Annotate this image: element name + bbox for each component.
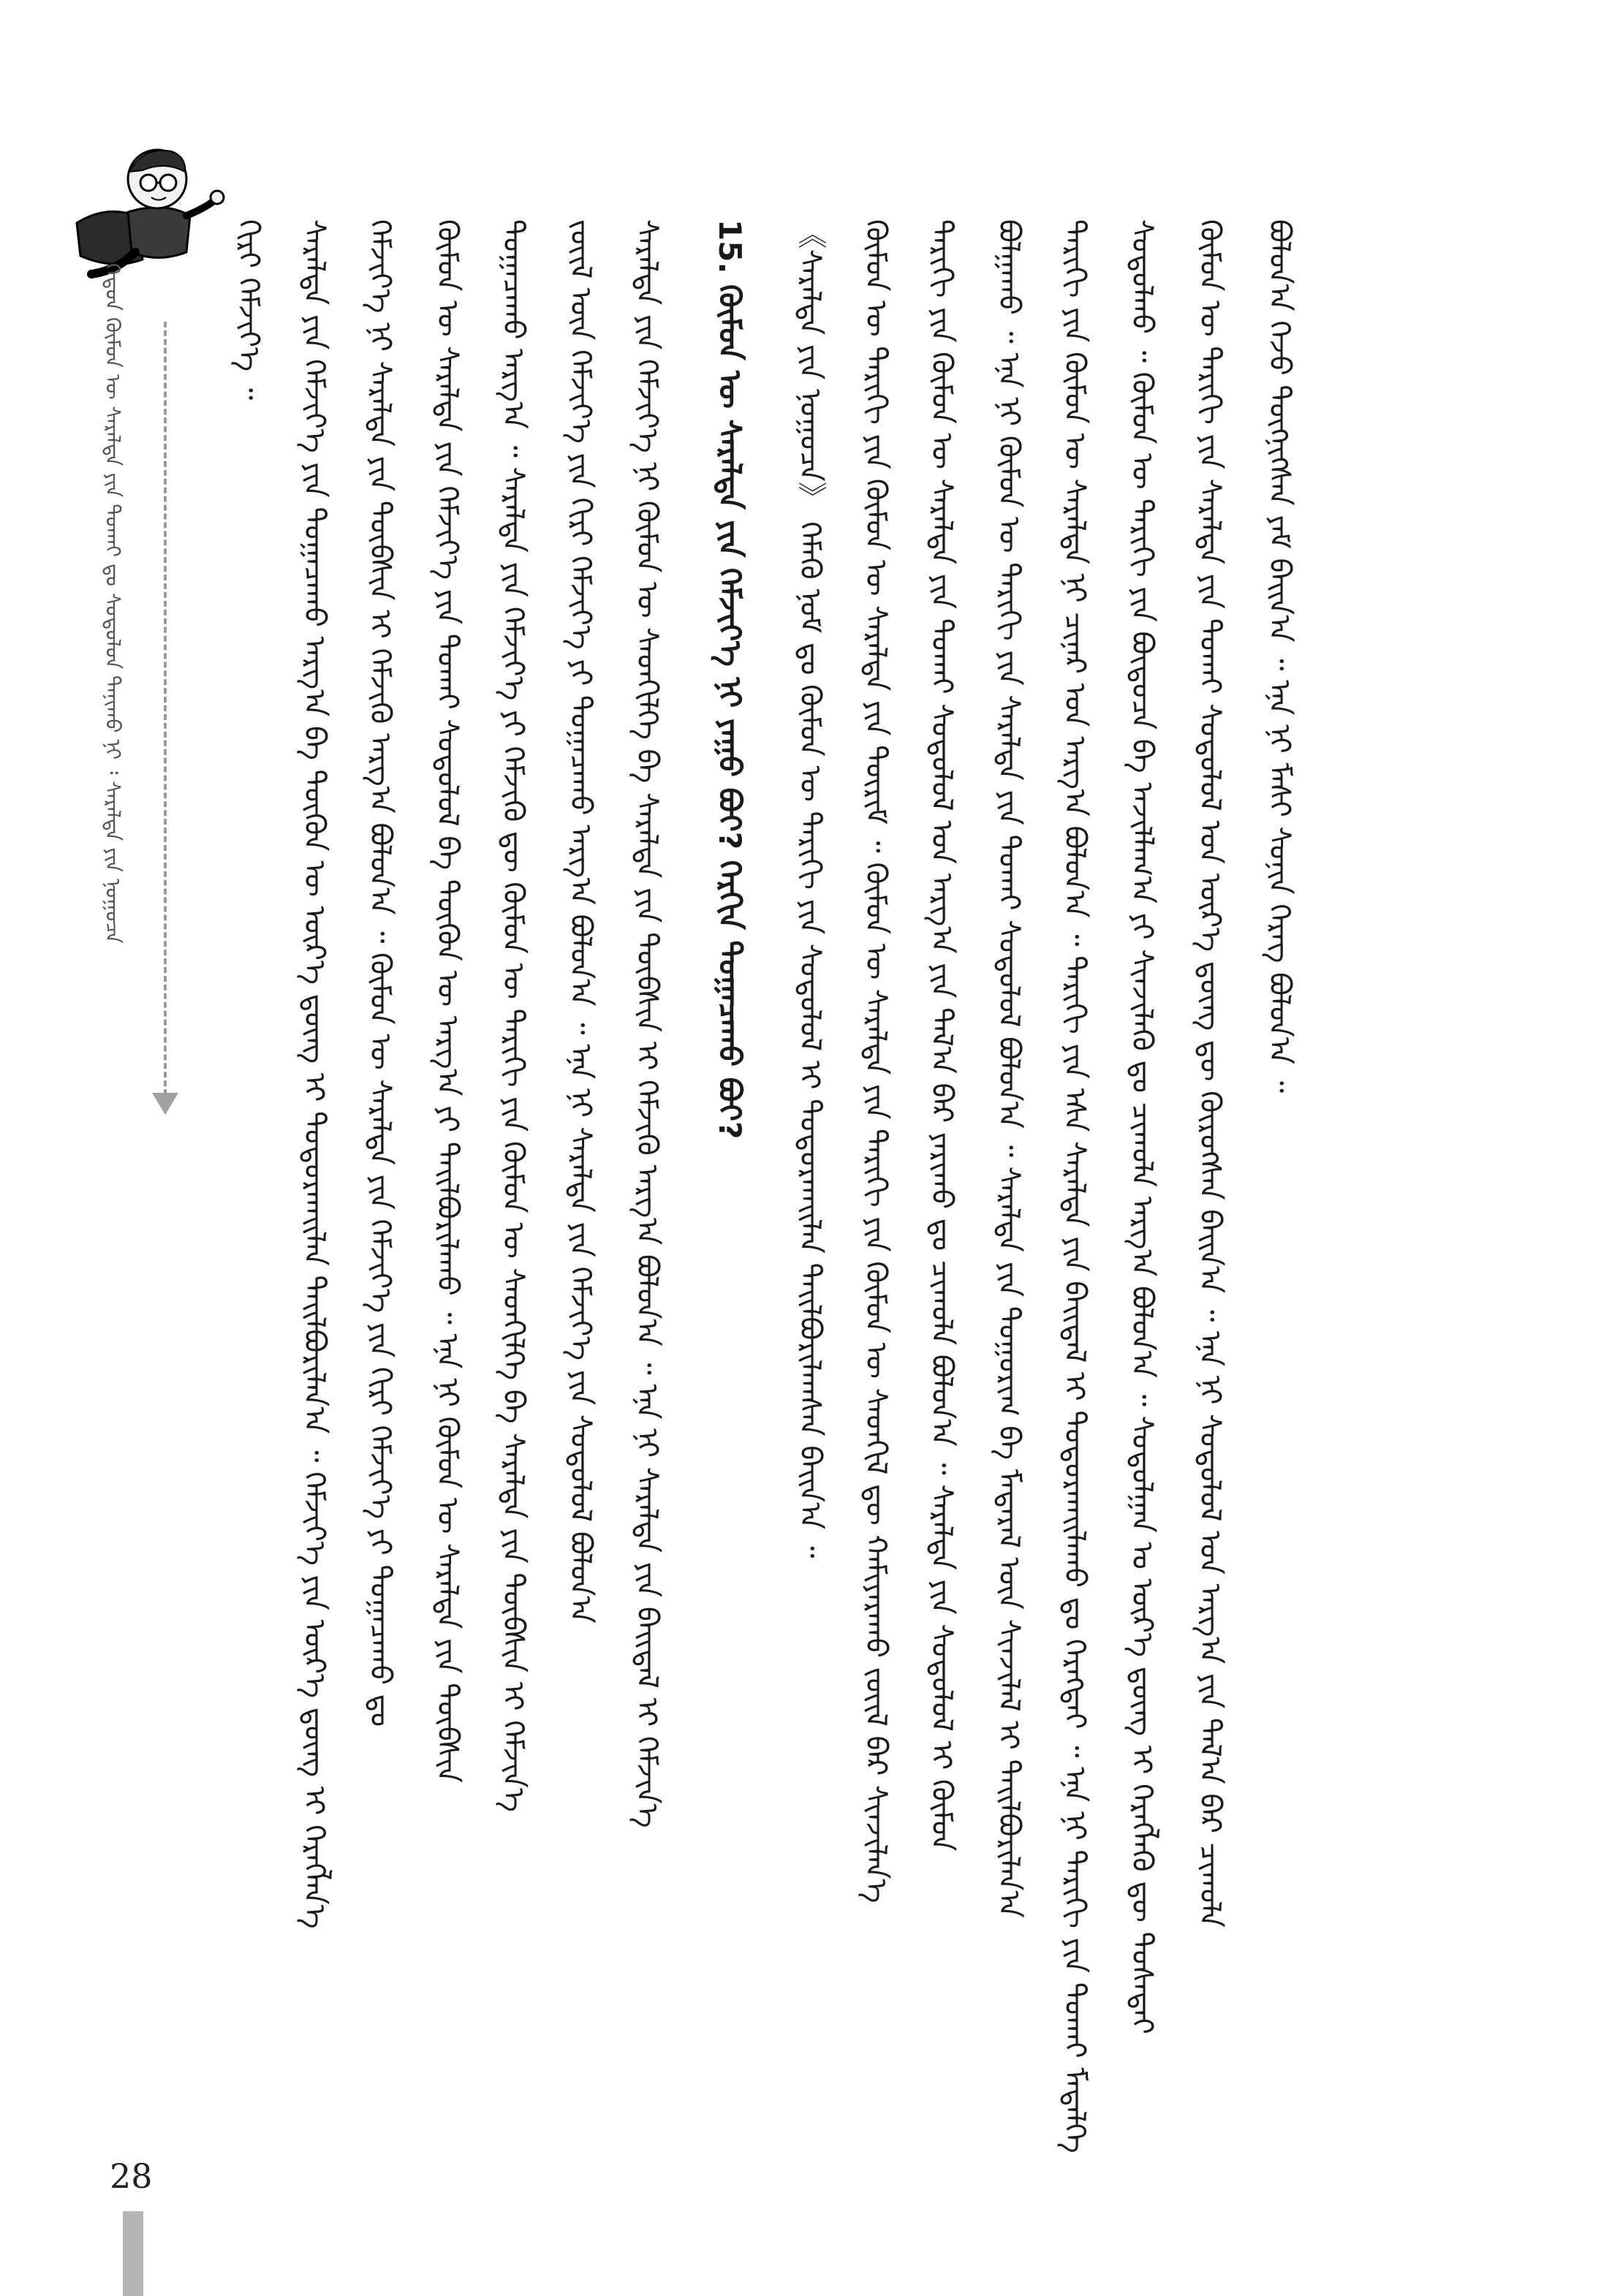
text-column: ᠬᠦᠮᠦᠨ ᠦ ᠲᠠᠷᠢᠬᠢ ᠶᠢᠨ ᠰᠡᠷᠡᠯᠲᠡ ᠶᠢᠨ ᠲᠤᠬᠠᠢ ᠰᠤᠳᠤᠯᠤᠯ ᠤᠨ ᠦᠷ᠎ᠡ ᠳ᠋ᠦᠩ ᠳᠦ ᠬᠦᠷᠦᠭᠰᠡᠨ ᠪᠠᠢᠨ᠎ᠠ ᠃ ᠡᠨᠡ ᠨᠢ ᠰᠤᠳᠤᠯᠤᠯ ᠤᠨ ᠠᠷᠭ᠎ᠠ ᠶᠢᠨ ᠲᠠᠯ᠎ᠠ ᠪᠠᠷ ᠴᠢᠬᠤᠯᠠ — [1193, 219, 1227, 1928]
page-number: 28 — [110, 2156, 153, 2196]
text-column: ᠪᠣᠯᠤᠨ᠎ᠠ ᠭᠡᠵᠦ ᠳᠦᠭᠨᠢᠭᠰᠡᠨ ᠶᠠᠮ ᠪᠠᠢᠨ᠎ᠠ ᠃ ᠡᠨᠡ ᠨᠢ ᠮᠠᠰᠢ ᠰᠣᠨᠢᠨ ᠬᠡᠷᠡᠭ ᠪᠣᠯᠤᠨ᠎ᠠ ᠃ — [1263, 219, 1296, 1094]
section-heading: 15. ᠬᠦᠮᠦᠨ ᠦ ᠰᠡᠷᠡᠯᠲᠡ ᠶᠢᠨ ᠬᠡᠮᠵᠢᠶ᠎ᠡ ᠨᠢ ᠶᠠᠭᠤ ᠪᠤᠢ? ᠬᠡᠷᠬᠢᠨ ᠲᠣᠭᠠᠴᠠᠬᠤ ᠪᠤᠢ? — [712, 219, 748, 1140]
text-column: ᠬᠦᠮᠦᠨ ᠦ ᠲᠠᠷᠢᠬᠢ ᠶᠢᠨ ᠬᠦᠮᠦᠨ ᠦ ᠰᠡᠷᠡᠯᠲᠡ ᠶᠢᠨ ᠳᠦᠷᠢᠮ ᠃ ᠬᠦᠮᠦᠨ ᠦ ᠰᠡᠷᠡᠯᠲᠡ ᠶᠢᠨ ᠲᠠᠷᠢᠬᠢ ᠶᠢᠨ ᠬᠦᠮᠦᠨ ᠦ ᠰᠡᠳᠬᠢᠯ ᠳᠦ ᠬᠠᠮᠢᠶᠠᠷᠠᠬᠤ ᠵᠦᠢᠯ ᠪᠠᠷ ᠰᠢᠨᠵᠢᠯᠡᠨ᠎ᠡ — [859, 219, 893, 1903]
text-column: ᠬᠢᠷᠢ ᠬᠡᠮᠵᠢᠶ᠎ᠡ ᠃ — [232, 219, 265, 401]
text-column: ᠰᠡᠷᠡᠯᠲᠡ ᠶᠢᠨ ᠬᠡᠮᠵᠢᠶ᠎ᠡ ᠨᠢ ᠬᠦᠮᠦᠨ ᠦ ᠰᠡᠳᠬᠢᠯᠭᠡ ᠪᠠ ᠰᠡᠷᠡᠯᠲᠡ ᠶᠢᠨ ᠲᠦᠪᠰᠢᠨ ᠢ ᠬᠡᠮᠵᠢᠬᠦ ᠠᠷᠭ᠎ᠠ ᠪᠣᠯᠤᠨ᠎ᠠ ᠃ ᠡᠨᠡ ᠨᠢ ᠰᠡᠷᠡᠯᠲᠡ ᠶᠢᠨ ᠪᠠᠢᠳᠠᠯ ᠢ ᠬᠡᠮᠵᠢᠨ᠎ᠡ — [630, 219, 664, 1828]
text-column: ᠬᠡᠮᠵᠢᠶ᠎ᠡ ᠨᠢ ᠰᠡᠷᠡᠯᠲᠡ ᠶᠢᠨ ᠲᠦᠪᠰᠢᠨ ᠢ ᠬᠡᠮᠵᠢᠬᠦ ᠠᠷᠭ᠎ᠠ ᠪᠣᠯᠤᠨ᠎ᠠ ᠃ ᠬᠦᠮᠦᠨ ᠦ ᠰᠡᠷᠡᠯᠲᠡ ᠶᠢᠨ ᠬᠡᠮᠵᠢᠶ᠎ᠡ ᠶᠢᠨ ᠬᠢᠷᠢ ᠬᠡᠮᠵᠢᠶ᠎ᠡ ᠶᠢ ᠲᠣᠭᠠᠴᠠᠬᠤ ᠳᠤ — [363, 219, 397, 1727]
text-column: ᠵᠦᠢᠯ ᠦᠨ ᠬᠡᠮᠵᠢᠶ᠎ᠡ ᠶᠢᠨ ᠬᠢᠷᠢ ᠬᠡᠮᠵᠢᠶ᠎ᠡ ᠶᠢ ᠲᠣᠭᠠᠴᠠᠬᠤ ᠠᠷᠭ᠎ᠠ ᠪᠣᠯᠤᠨ᠎ᠠ ᠃ ᠡᠨᠡ ᠨᠢ ᠰᠡᠷᠡᠯᠲᠡ ᠶᠢᠨ ᠬᠡᠮᠵᠢᠶ᠎ᠡ ᠶᠢᠨ ᠰᠤᠳᠤᠯᠤᠯ ᠪᠣᠯᠤᠨ᠎ᠠ — [564, 219, 597, 1624]
text-column: ᠲᠠᠷᠢᠬᠢ ᠶᠢᠨ ᠬᠦᠮᠦᠨ ᠦ ᠰᠡᠷᠡᠯᠲᠡ ᠨᠢ ᠴᠢᠨᠠᠷ ᠤᠨ ᠠᠷᠭ᠎ᠠ ᠪᠣᠯᠤᠨ᠎ᠠ ᠃ ᠲᠠᠷᠢᠬᠢ ᠶᠢᠨ ᠡᠰᠡ ᠰᠡᠷᠡᠯᠲᠡ ᠶᠢᠨ ᠪᠠᠢᠳᠠᠯ ᠢ ᠲᠤᠳᠤᠷᠬᠠᠢᠯᠠᠬᠤ ᠳᠤ ᠬᠡᠷᠡᠭᠲᠡᠢ ᠃ ᠡᠨᠡ ᠨᠢ ᠲᠠᠷᠢᠬᠢ ᠶᠢᠨ ᠲᠤᠬᠠᠢ ᠮᠡᠳᠡᠯᠭᠡ — [1058, 219, 1092, 2153]
text-column: ᠰᠡᠷᠡᠯᠲᠡ ᠶᠢᠨ ᠬᠡᠮᠵᠢᠶ᠎ᠡ ᠶᠢᠨ ᠲᠣᠭᠠᠴᠠᠬᠤ ᠠᠷᠭ᠎ᠠ ᠪᠠ ᠲᠦᠭᠦᠨ ᠦ ᠦᠷ᠎ᠡ ᠳ᠋ᠦᠩ ᠢ ᠲᠣᠳᠣᠷᠬᠠᠢᠯᠠᠨ ᠲᠠᠢᠯᠪᠤᠷᠢᠯᠠᠨ᠎ᠠ ᠃ ᠬᠡᠮᠵᠢᠶ᠎ᠡ ᠶᠢᠨ ᠦᠷ᠎ᠡ ᠳ᠋ᠦᠩ ᠢ ᠬᠡᠷᠡᠭᠯᠡᠨ᠎ᠡ — [298, 219, 331, 1929]
header-dashed-divider — [164, 322, 167, 1104]
text-column: 《ᠰᠡᠷᠡᠯᠲᠡ ᠶᠢᠨ ᠨᠤᠭᠤᠴᠠ》 ᠬᠡᠮᠡᠬᠦ ᠨᠣᠮ ᠳᠤ ᠬᠦᠮᠦᠨ ᠦ ᠲᠠᠷᠢᠬᠢ ᠶᠢᠨ ᠰᠤᠳᠤᠯᠤᠯ ᠢ ᠲᠣᠳᠣᠷᠬᠠᠢᠯᠠᠨ ᠲᠠᠢᠯᠪᠤᠷᠢᠯᠠᠭᠰᠠᠨ ᠪᠠᠢᠨ᠎ᠠ ᠃ — [793, 219, 827, 1558]
flying-boy-with-glasses-icon — [62, 135, 230, 289]
text-column: ᠲᠣᠭᠠᠴᠠᠬᠤ ᠠᠷᠭ᠎ᠠ ᠃ ᠰᠡᠷᠡᠯᠲᠡ ᠶᠢᠨ ᠬᠡᠮᠵᠢᠶ᠎ᠡ ᠶᠢ ᠬᠡᠮᠵᠢᠬᠦ ᠳᠦ ᠬᠦᠮᠦᠨ ᠦ ᠲᠠᠷᠢᠬᠢ ᠶᠢᠨ ᠬᠦᠮᠦᠨ ᠦ ᠰᠡᠳᠬᠢᠯᠭᠡ ᠪᠠ ᠰᠡᠷᠡᠯᠲᠡ ᠶᠢᠨ ᠲᠦᠪᠰᠢᠨ ᠢ ᠬᠡᠮᠵᠢᠨ᠎ᠡ — [496, 219, 530, 1812]
mascot-illustration — [62, 135, 230, 289]
text-column: ᠲᠠᠷᠢᠬᠢ ᠶᠢᠨ ᠬᠦᠮᠦᠨ ᠦ ᠰᠡᠷᠡᠯᠲᠡ ᠶᠢᠨ ᠲᠤᠬᠠᠢ ᠰᠤᠳᠤᠯᠤᠯ ᠤᠨ ᠠᠷᠭ᠎ᠠ ᠶᠢᠨ ᠲᠠᠯ᠎ᠠ ᠪᠠᠷ ᠶᠠᠷᠢᠬᠤ ᠳᠤ ᠴᠢᠬᠤᠯᠠ ᠪᠣᠯᠤᠨ᠎ᠠ ᠃ ᠰᠡᠷᠡᠯᠲᠡ ᠶᠢᠨ ᠰᠤᠳᠤᠯᠤᠯ ᠢ ᠬᠦᠮᠦᠨ — [925, 219, 958, 1852]
text-column: ᠰᠤᠳᠤᠯᠬᠤ ᠃ ᠬᠦᠮᠦᠨ ᠦ ᠲᠠᠷᠢᠬᠢ ᠶᠢᠨ ᠪᠦᠲᠦᠴᠡ ᠪᠠ ᠠᠵᠢᠯᠯᠠᠭ᠎ᠠ ᠶᠢ ᠰᠢᠨᠵᠢᠯᠡᠬᠦ ᠳᠤ ᠴᠢᠬᠤᠯᠠ ᠠᠷᠭ᠎ᠠ ᠪᠣᠯᠤᠨ᠎ᠠ ᠃ ᠰᠤᠳᠤᠯᠭᠠᠨ ᠤ ᠦᠷ᠎ᠡ ᠳ᠋ᠦᠩ ᠢ ᠬᠡᠷᠡᠭᠯᠡᠬᠦ ᠳᠦ ᠲᠤᠰᠠᠲᠠᠢ — [1125, 219, 1159, 2034]
page-edge-tab — [123, 2211, 143, 2296]
running-header: ᠬᠡᠳᠦᠨ ᠬᠦᠮᠦᠨ ᠦ ᠰᠡᠷᠡᠯᠲᠡ ᠶᠢᠨ ᠲᠤᠬᠠᠢ ᠳᠤ ᠰᠤᠳᠤᠯᠤᠨ ᠲᠠᠨᠢᠬᠤ ᠨᠢ ᠄ ᠰᠡᠷᠡᠯᠲᠡ ᠶᠢᠨ ᠨᠤᠭᠤᠴᠠ — [101, 263, 125, 944]
header-triangle-marker — [152, 1093, 178, 1115]
text-column: ᠬᠦᠮᠦᠨ ᠦ ᠰᠡᠷᠡᠯᠲᠡ ᠶᠢᠨ ᠬᠡᠮᠵᠢᠶ᠎ᠡ ᠶᠢᠨ ᠲᠤᠬᠠᠢ ᠰᠤᠳᠤᠯᠤᠯ ᠪᠠ ᠲᠦᠭᠦᠨ ᠦ ᠠᠷᠭ᠎ᠠ ᠶᠢ ᠲᠠᠢᠯᠪᠤᠷᠢᠯᠠᠬᠤ ᠃ ᠡᠨᠡ ᠨᠢ ᠬᠦᠮᠦᠨ ᠦ ᠰᠡᠷᠡᠯᠲᠡ ᠶᠢᠨ ᠲᠦᠪᠰᠢᠨ — [431, 219, 464, 1784]
text-column: ᠪᠣᠯᠭᠠᠬᠤ ᠃ ᠡᠨᠡ ᠨᠢ ᠬᠦᠮᠦᠨ ᠦ ᠲᠠᠷᠢᠬᠢ ᠶᠢᠨ ᠰᠡᠷᠡᠯᠲᠡ ᠶᠢᠨ ᠲᠤᠬᠠᠢ ᠰᠤᠳᠤᠯᠤᠯ ᠪᠣᠯᠤᠨ᠎ᠠ ᠃ ᠰᠡᠷᠡᠯᠲᠡ ᠶᠢᠨ ᠲᠤᠭᠤᠷᠢᠭ ᠪᠠ ᠮᠡᠳᠡᠷᠡᠯ ᠦᠨ ᠰᠢᠨᠵᠢᠯᠡᠯ ᠢ ᠲᠠᠢᠯᠪᠤᠷᠢᠯᠠᠨ᠎ᠠ — [992, 219, 1026, 1918]
body-text — [219, 219, 1301, 2237]
